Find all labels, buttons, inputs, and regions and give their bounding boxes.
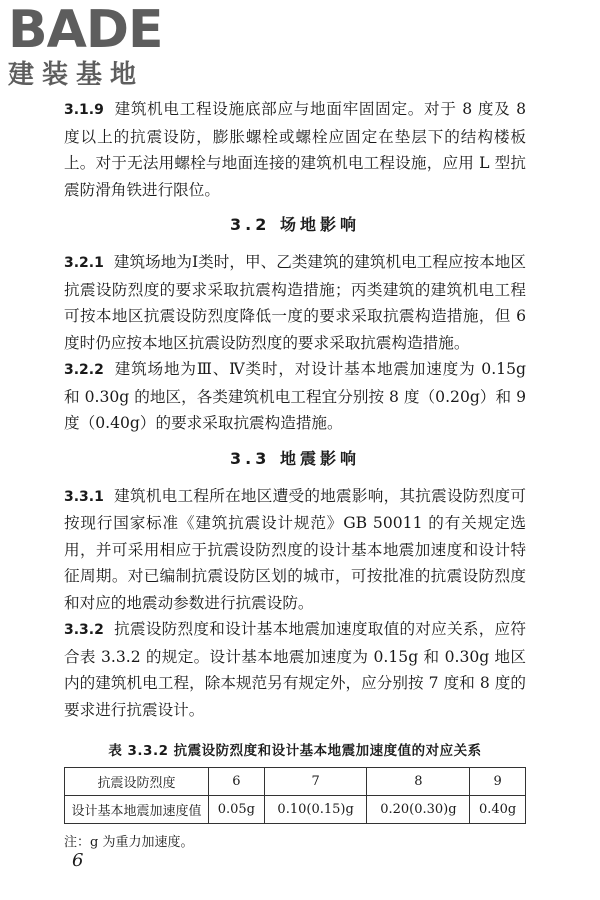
clause-text: 建筑场地为Ⅲ、Ⅳ类时，对设计基本地震加速度为 0.15g 和 0.30g 的地区，各类建筑机电工程宜分别按 8 度（0.20g）和 9 度（0.40g）的要求采取抗震构造措施。 [64, 360, 526, 432]
section-heading-3-3: 3.3 地震影响 [230, 448, 360, 468]
logo-wordmark: BADE [8, 0, 163, 60]
table-note: 注：g 为重力加速度。 [64, 835, 194, 850]
page-number: 6 [72, 850, 84, 871]
table-caption: 表 3.3.2 抗震设防烈度和设计基本地震加速度值的对应关系 [108, 743, 482, 759]
table-cell: 8 [367, 768, 470, 796]
table-cell: 6 [209, 768, 265, 796]
table-cell: 0.05g [209, 796, 265, 824]
table-cell: 0.10(0.15)g [264, 796, 367, 824]
clause-number: 3.3.1 [64, 488, 104, 505]
page-body [64, 96, 526, 853]
table-row [65, 768, 526, 796]
clause-3-3-2 [64, 616, 526, 723]
logo-subtitle: 建装基地 [8, 60, 145, 90]
clause-text: 建筑场地为Ⅰ类时，甲、乙类建筑的建筑机电工程应按本地区抗震设防烈度的要求采取抗震构造措施；丙类建筑的建筑机电工程可按本地区抗震设防烈度降低一度的要求采取抗震构造措施，但 6 度时仍应按本地区抗震设防烈度的要求采取抗震构造措施。 [64, 253, 526, 352]
table-cell: 7 [264, 768, 367, 796]
table-cell: 抗震设防烈度 [65, 768, 209, 796]
table-row [65, 796, 526, 824]
clause-number: 3.3.2 [64, 622, 104, 638]
clause-text: 抗震设防烈度和设计基本地震加速度取值的对应关系，应符合表 3.3.2 的规定。设计基本地震加速度为 0.15g 和 0.30g 地区内的建筑机电工程，除本规范另有规定外，应分别按 7 度和 8 度的要求进行抗震设计。 [64, 620, 526, 719]
table-cell: 0.40g [470, 796, 526, 824]
table-cell: 9 [470, 768, 526, 796]
table-cell: 0.20(0.30)g [367, 796, 470, 824]
table-cell: 设计基本地震加速度值 [65, 796, 209, 824]
clause-text: 建筑机电工程设施底部应与地面牢固固定。对于 8 度及 8 度以上的抗震设防，膨胀螺栓或螺栓应固定在垫层下的结构楼板上。对于无法用螺栓与地面连接的建筑机电工程设施，应用 L 型抗震防滑角铁进行限位。 [64, 100, 526, 199]
clause-3-1-9 [64, 96, 526, 203]
logo [8, 0, 178, 96]
clause-3-3-1 [64, 483, 526, 617]
clause-text: 建筑机电工程所在地区遭受的地震影响，其抗震设防烈度可按现行国家标准《建筑抗震设计规范》GB 50011 的有关规定选用，并可采用相应于抗震设防烈度的设计基本地震加速度和设计特征周期。对已编制抗震设防区划的城市，可按批准的抗震设防烈度和对应的地震动参数进行抗震设防。 [64, 486, 526, 612]
clause-number: 3.2.2 [64, 362, 104, 378]
clause-number: 3.1.9 [64, 102, 104, 118]
clause-3-2-2 [64, 356, 526, 437]
section-heading-3-2: 3.2 场地影响 [230, 215, 360, 234]
clause-3-2-1 [64, 249, 526, 356]
clause-number: 3.2.1 [64, 255, 104, 271]
intensity-acceleration-table [64, 767, 526, 824]
